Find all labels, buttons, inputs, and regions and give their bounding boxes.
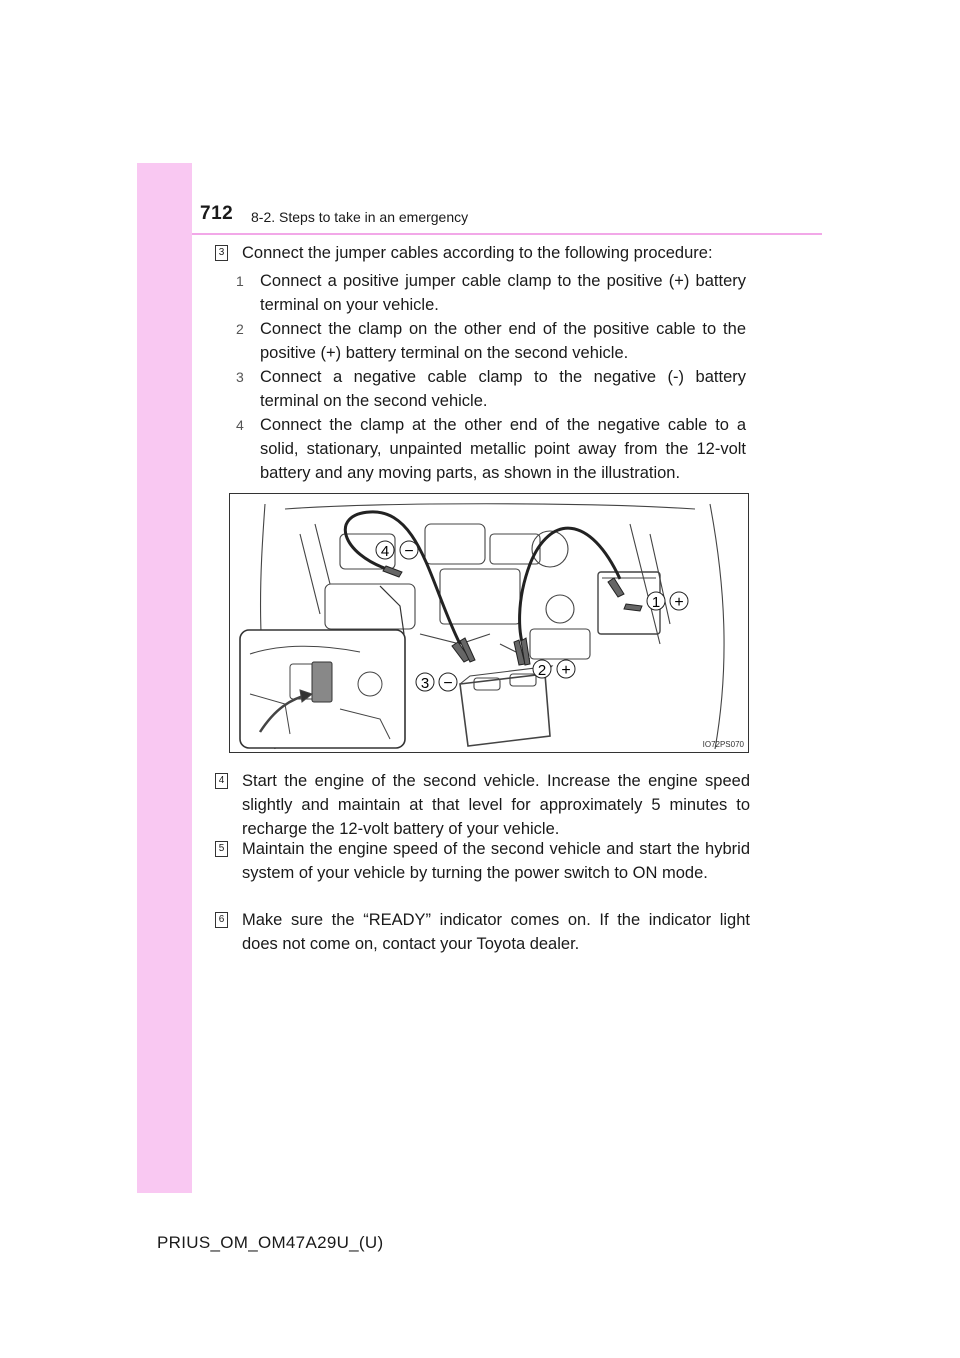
substep-marker: 1	[236, 273, 244, 289]
document-id: PRIUS_OM_OM47A29U_(U)	[157, 1233, 384, 1252]
substep-text: Connect the clamp on the other end of the positive cable to the positive (+) battery terminal on the second vehicle.	[260, 320, 746, 362]
figure-code: IO72PS070	[702, 740, 744, 749]
clamp-detail-inset	[240, 586, 405, 748]
substep-text: Connect a positive jumper cable clamp to the positive (+) battery terminal on your vehicle.	[260, 272, 746, 314]
step-3	[215, 241, 750, 265]
header-rule	[192, 233, 822, 235]
step-marker: 3	[215, 245, 228, 261]
page-number: 712	[200, 203, 234, 224]
callout-3	[416, 673, 457, 692]
section-title: 8-2. Steps to take in an emergency	[251, 209, 469, 225]
substep-marker: 4	[236, 417, 244, 433]
callout-4	[376, 541, 418, 560]
step-text: Make sure the “READY” indicator comes on. If the indicator light does not come on, contact your Toyota dealer.	[242, 911, 750, 953]
substep-text: Connect the clamp at the other end of the negative cable to a solid, stationary, unpainted metallic point away from the 12-volt battery and any moving parts, as shown in the illustration.	[260, 416, 746, 482]
plus-sign: +	[561, 662, 571, 679]
step-marker: 6	[215, 912, 228, 928]
step-text: Start the engine of the second vehicle. Increase the engine speed slightly and maintain at that level for approximately 5 minutes to recharge the 12-volt battery of your vehicle.	[242, 772, 750, 838]
minus-sign: −	[443, 675, 453, 692]
plus-sign: +	[674, 594, 684, 611]
minus-sign: −	[404, 543, 414, 560]
engine-bay-drawing	[230, 494, 749, 753]
substep-1	[236, 269, 746, 317]
callout-2	[533, 660, 575, 679]
step-6	[215, 908, 750, 956]
jumper-cable-illustration	[229, 493, 749, 753]
step-marker: 5	[215, 841, 228, 857]
step-text: Connect the jumper cables according to the following procedure:	[242, 244, 713, 262]
callout-number: 3	[420, 675, 430, 692]
callout-number: 1	[651, 594, 661, 611]
substep-marker: 2	[236, 321, 244, 337]
step-marker: 4	[215, 773, 228, 789]
callout-number: 2	[537, 662, 547, 679]
substep-marker: 3	[236, 369, 244, 385]
step-5	[215, 837, 750, 885]
callout-number: 4	[380, 543, 390, 560]
substep-text: Connect a negative cable clamp to the negative (-) battery terminal on the second vehicle.	[260, 368, 746, 410]
substep-3	[236, 365, 746, 413]
substep-4	[236, 413, 746, 485]
step-4	[215, 769, 750, 841]
sidebar-band	[137, 163, 192, 1193]
substep-2	[236, 317, 746, 365]
callout-1	[647, 592, 688, 611]
step-text: Maintain the engine speed of the second vehicle and start the hybrid system of your vehicle by turning the power switch to ON mode.	[242, 840, 750, 882]
